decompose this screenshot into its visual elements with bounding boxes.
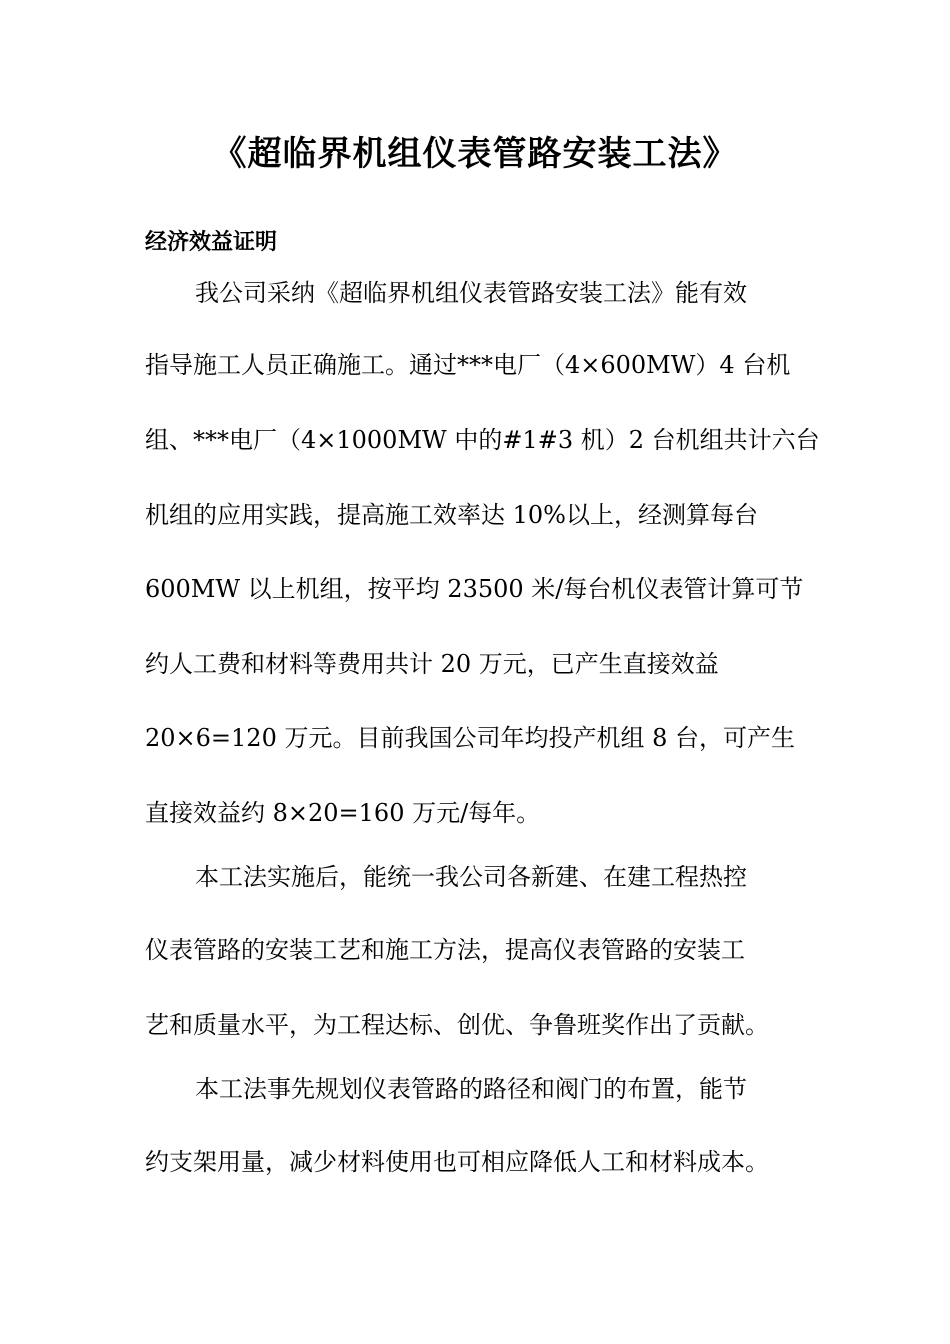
paragraph-1-line-4: 机组的应用实践，提高施工效率达 10%以上，经测算每台	[145, 501, 758, 529]
paragraph-1-line-1: 我公司采纳《超临界机组仪表管路安装工法》能有效	[195, 279, 747, 307]
paragraph-1-line-6: 约人工费和材料等费用共计 20 万元，已产生直接效益	[145, 650, 719, 678]
paragraph-1-line-8: 直接效益约 8×20=160 万元/每年。	[145, 799, 541, 827]
paragraph-2-line-2: 仪表管路的安装工艺和施工方法，提高仪表管路的安装工	[145, 936, 745, 964]
paragraph-3-line-2: 约支架用量，减少材料使用也可相应降低人工和材料成本。	[145, 1148, 769, 1176]
paragraph-2-line-3: 艺和质量水平，为工程达标、创优、争鲁班奖作出了贡献。	[145, 1011, 769, 1039]
paragraph-1-line-2: 指导施工人员正确施工。通过***电厂（4×600MW）4 台机	[145, 351, 791, 379]
paragraph-1-line-7: 20×6=120 万元。目前我国公司年均投产机组 8 台，可产生	[145, 724, 795, 752]
paragraph-2-line-1: 本工法实施后，能统一我公司各新建、在建工程热控	[195, 863, 747, 891]
paragraph-1-line-3: 组、***电厂（4×1000MW 中的#1#3 机）2 台机组共计六台	[145, 426, 820, 454]
section-heading: 经济效益证明	[145, 229, 278, 255]
paragraph-1-line-5: 600MW 以上机组，按平均 23500 米/每台机仪表管计算可节	[145, 575, 804, 603]
document-title: 《超临界机组仪表管路安装工法》	[212, 134, 738, 174]
paragraph-3-line-1: 本工法事先规划仪表管路的路径和阀门的布置，能节	[195, 1075, 747, 1103]
